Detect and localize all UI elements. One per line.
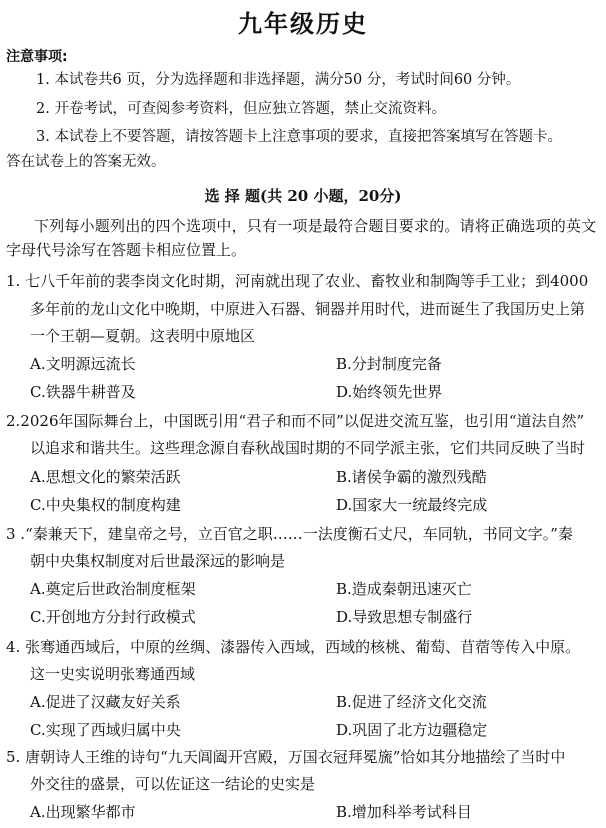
notice-line-3: 3. 本试卷上不要答题，请按答题卡上注意事项的要求，直接把答案填写在答题卡。 [36,129,562,145]
question-4-option-c[interactable]: C.实现了西域归属中央 [30,721,181,739]
section-instruction-1: 下列每小题列出的四个选项中，只有一项是最符合题目要求的。请将正确选项的英文 [34,217,597,235]
question-1-stem-line-2: 多年前的龙山文化中晚期，中原进入石器、铜器并用时代，进而诞生了我国历史上第 [30,300,586,318]
question-2-stem-line-1: 2.2026年国际舞台上，中国既引用“君子和而不同”以促进交流互鉴，也引用“道法自然” [6,412,585,430]
question-3-stem-line-1: 3 .“秦兼天下，建皇帝之号，立百官之职……一法度衡石丈尺，车同轨，书同文字。”秦 [6,525,573,543]
question-2-option-b[interactable]: B.诸侯争霸的激烈残酷 [336,468,487,486]
question-1-option-b[interactable]: B.分封制度完备 [336,355,442,373]
question-4-option-a[interactable]: A.促进了汉藏友好关系 [30,693,181,711]
question-1-stem-line-3: 一个王朝—夏朝。这表明中原地区 [30,327,256,345]
question-1-option-c[interactable]: C.铁器牛耕普及 [30,383,136,401]
question-5-option-a[interactable]: A.出现繁华都市 [30,803,136,821]
section-instruction-2: 字母代号涂写在答题卡相应位置上。 [6,241,247,259]
question-3-option-b[interactable]: B.造成秦朝迅速灭亡 [336,580,472,598]
question-5-stem-line-2: 外交往的盛景，可以佐证这一结论的史实是 [30,775,316,793]
page-title: 九年级历史 [238,10,368,38]
notice-line-1: 1. 本试卷共6 页，分为选择题和非选择题，满分50 分，考试时间60 分钟。 [36,72,521,88]
notice-line-4: 答在试卷上的答案无效。 [6,154,166,170]
notice-line-2: 2. 开卷考试，可查阅参考资料，但应独立答题，禁止交流资料。 [36,101,446,117]
question-3-option-c[interactable]: C.开创地方分封行政模式 [30,608,196,626]
question-5-option-b[interactable]: B.增加科举考试科目 [336,803,472,821]
question-4-option-b[interactable]: B.促进了经济文化交流 [336,693,487,711]
question-2-option-c[interactable]: C.中央集权的制度构建 [30,496,181,514]
question-2-option-a[interactable]: A.思想文化的繁荣活跃 [30,468,181,486]
question-4-stem-line-1: 4. 张骞通西域后，中原的丝绸、漆器传入西域，西域的核桃、葡萄、苜蓿等传入中原。 [6,638,581,656]
question-3-option-d[interactable]: D.导致思想专制盛行 [336,608,473,626]
question-4-option-d[interactable]: D.巩固了北方边疆稳定 [336,721,488,739]
question-2-option-d[interactable]: D.国家大一统最终完成 [336,496,488,514]
question-1-stem-line-1: 1. 七八千年前的裴李岗文化时期，河南就出现了农业、畜牧业和制陶等手工业；到4000 [6,272,589,290]
question-3-option-a[interactable]: A.奠定后世政治制度框架 [30,580,196,598]
question-4-stem-line-2: 这一史实说明张骞通西域 [30,665,196,683]
question-1-option-a[interactable]: A.文明源远流长 [30,355,136,373]
question-3-stem-line-2: 朝中央集权制度对后世最深远的影响是 [30,552,286,570]
question-2-stem-line-2: 以追求和谐共生。这些理念源自春秋战国时期的不同学派主张，它们共同反映了当时 [30,439,586,457]
notice-heading: 注意事项: [6,49,68,65]
question-1-option-d[interactable]: D.始终领先世界 [336,383,443,401]
question-5-stem-line-1: 5. 唐朝诗人王维的诗句“九天阊阖开宫殿，万国衣冠拜冕旒”恰如其分地描绘了当时中 [6,748,566,766]
section-title: 选 择 题(共 20 小题，20分) [204,187,402,205]
